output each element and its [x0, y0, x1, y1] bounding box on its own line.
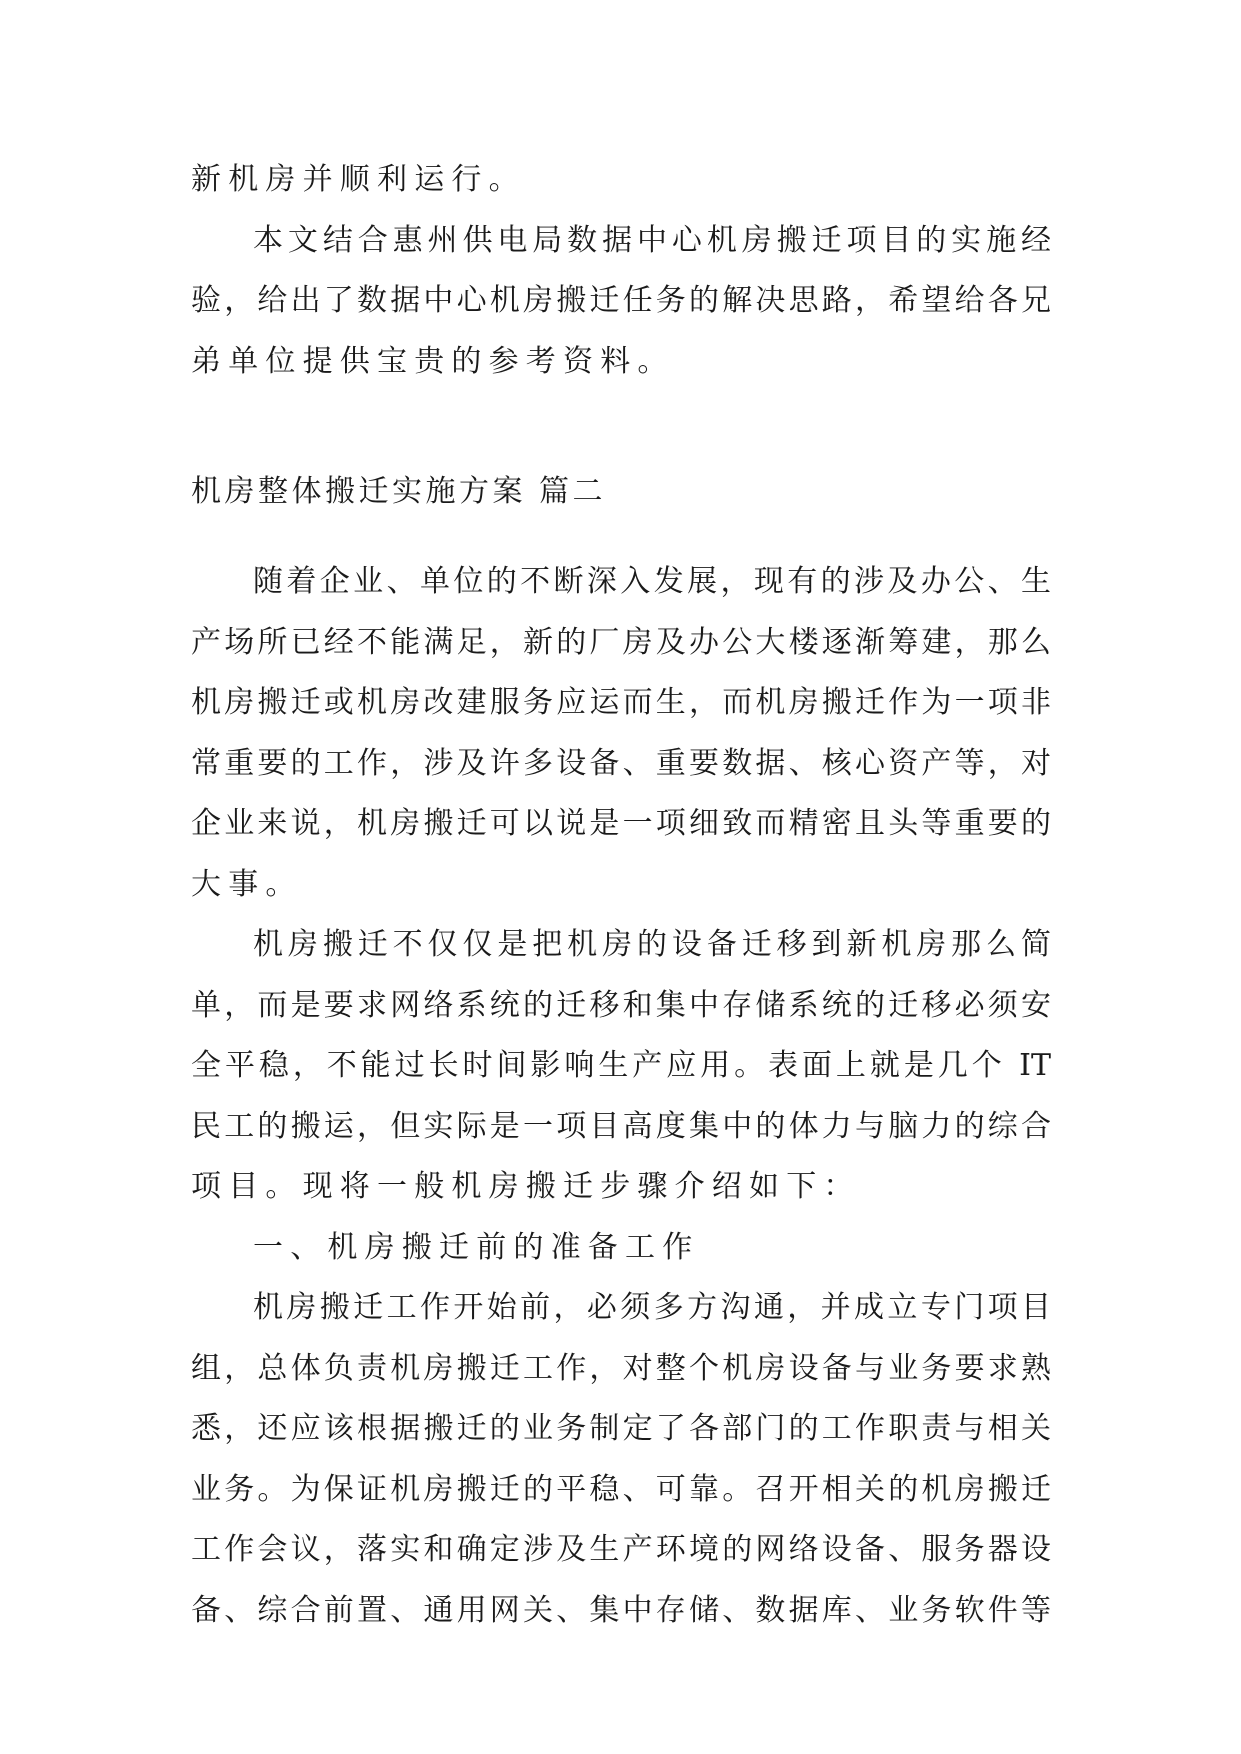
para3-line-5: 工作会议，落实和确定涉及生产环境的网络设备、服务器设 — [191, 1532, 1051, 1567]
para3-line-4: 业务。为保证机房搬迁的平稳、可靠。召开相关的机房搬迁 — [191, 1471, 1051, 1507]
paragraph-1 — [191, 552, 1051, 915]
para2-line-5: 项目。现将一般机房搬迁步骤介绍如下： — [191, 1169, 861, 1204]
section-gap — [191, 392, 1051, 432]
para1-line-4: 常重要的工作，涉及许多设备、重要数据、核心资产等，对 — [191, 745, 1051, 781]
para1-line-5: 企业来说，机房搬迁可以说是一项细致而精密且头等重要的 — [191, 806, 1051, 841]
para2-line-4: 民工的搬运，但实际是一项目高度集中的体力与脑力的综合 — [191, 1108, 1051, 1144]
para1-line-6: 大事。 — [191, 866, 303, 902]
summary-line-2: 验，给出了数据中心机房搬迁任务的解决思路，希望给各兄 — [191, 283, 1051, 318]
section-title: 机房整体搬迁实施方案 篇二 — [191, 474, 607, 509]
paragraph-2 — [191, 915, 1051, 1218]
para1-line-2: 产场所已经不能满足，新的厂房及办公大楼逐渐筹建，那么 — [191, 624, 1051, 660]
subheading-preparation: 一、机房搬迁前的准备工作 — [253, 1229, 700, 1265]
para2-line-1: 机房搬迁不仅仅是把机房的设备迁移到新机房那么简 — [253, 927, 1051, 962]
paragraph-summary — [191, 211, 1051, 393]
para3-line-2: 组，总体负责机房搬迁工作，对整个机房设备与业务要求熟 — [191, 1350, 1051, 1386]
document-page — [191, 150, 1051, 1641]
intro-line-1: 新机房并顺利运行。 — [191, 162, 526, 197]
para2-line-2: 单，而是要求网络系统的迁移和集中存储系统的迁移必须安 — [191, 987, 1051, 1023]
para2-line-3: 全平稳，不能过长时间影响生产应用。表面上就是几个 IT — [191, 1048, 1051, 1083]
para1-line-3: 机房搬迁或机房改建服务应运而生，而机房搬迁作为一项非 — [191, 685, 1051, 720]
summary-line-1: 本文结合惠州供电局数据中心机房搬迁项目的实施经 — [253, 222, 1051, 258]
para3-line-3: 悉，还应该根据搬迁的业务制定了各部门的工作职责与相关 — [191, 1411, 1051, 1446]
para3-line-6: 备、综合前置、通用网关、集中存储、数据库、业务软件等 — [191, 1592, 1051, 1628]
summary-line-3: 弟单位提供宝贵的参考资料。 — [191, 343, 675, 379]
para3-line-1: 机房搬迁工作开始前，必须多方沟通，并成立专门项目 — [253, 1290, 1051, 1325]
paragraph-3 — [191, 1278, 1051, 1641]
para1-line-1: 随着企业、单位的不断深入发展，现有的涉及办公、生 — [253, 564, 1051, 599]
